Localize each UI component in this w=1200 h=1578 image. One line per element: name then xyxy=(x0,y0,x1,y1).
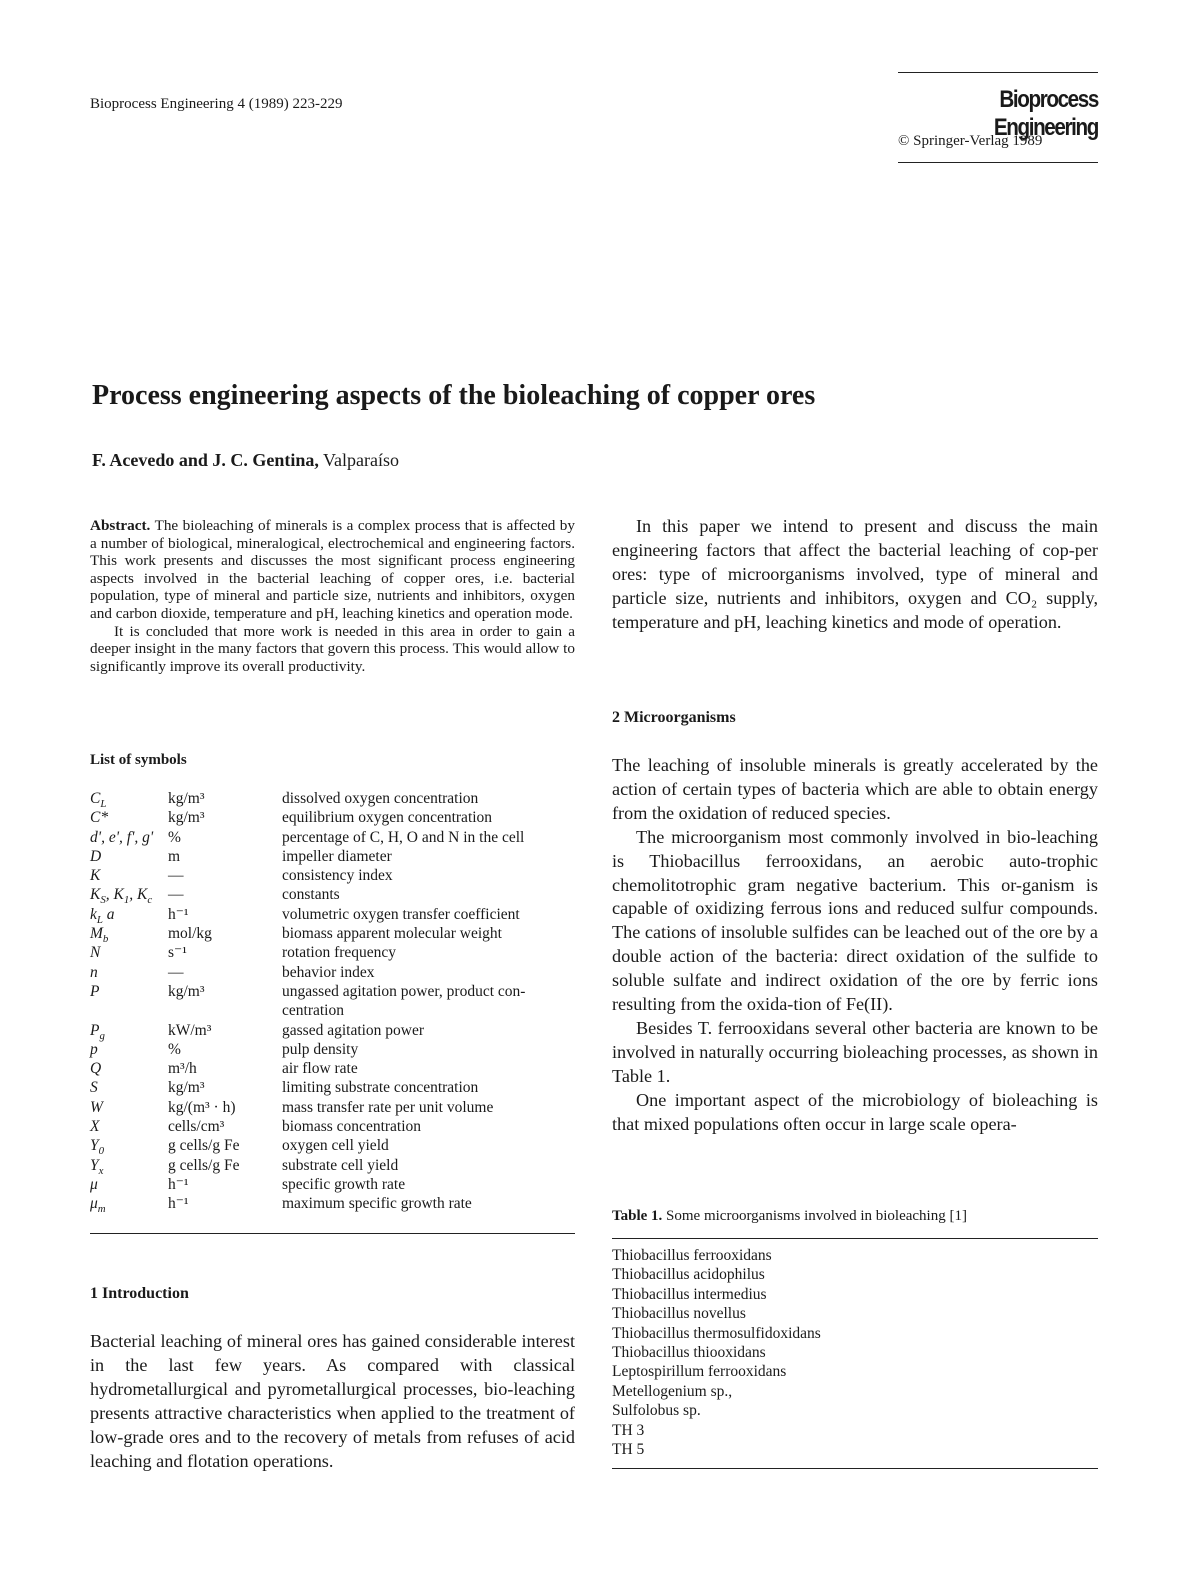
introduction-paragraph: Bacterial leaching of mineral ores has gained considerable interest in the last few years. As compared with classical hydrometallurgical and pyrometallurgical processes, bio-leaching presents attractive characteristics when applied to the treatment of low-grade ores and to the recovery of metals from refuses of acid leaching and flotation operations. xyxy=(90,1331,575,1471)
symbols-bottom-rule xyxy=(90,1233,575,1234)
symbol-description: pulp density xyxy=(282,1040,359,1058)
symbol: n xyxy=(90,963,98,981)
symbol-unit: kg/(m³ · h) xyxy=(168,1098,236,1116)
symbol-row xyxy=(90,943,580,962)
symbol-description-line: centration xyxy=(282,1002,344,1020)
symbol-unit: h⁻¹ xyxy=(168,1175,189,1193)
symbol-unit: % xyxy=(168,828,181,846)
symbol-unit: m xyxy=(168,847,181,865)
symbol: D xyxy=(90,847,102,865)
table-caption xyxy=(612,1208,967,1225)
symbol-unit: kg/m³ xyxy=(168,790,205,807)
authors-line xyxy=(92,450,399,471)
symbol-description: constants xyxy=(282,886,340,904)
symbol-row xyxy=(90,1021,580,1040)
symbol-row xyxy=(90,924,580,946)
table-bottom-rule xyxy=(612,1468,1098,1469)
table-top-rule xyxy=(612,1238,1098,1239)
symbol-row xyxy=(90,847,580,866)
symbol-row xyxy=(90,963,580,982)
symbol: $Y_0$ xyxy=(90,1137,105,1158)
symbol-unit: h⁻¹ xyxy=(168,1195,189,1213)
symbols-heading: List of symbols xyxy=(90,752,187,768)
symbol-unit: h⁻¹ xyxy=(168,905,189,923)
symbol-row xyxy=(90,1194,580,1216)
symbol-description: gassed agitation power xyxy=(282,1021,425,1039)
table-row: Metellogenium sp., xyxy=(612,1382,733,1400)
symbol-description: volumetric oxygen transfer coefficient xyxy=(282,905,520,923)
microorganisms-heading: 2 Microorganisms xyxy=(612,709,736,726)
symbol-description xyxy=(282,982,580,1021)
symbol-row xyxy=(90,789,580,811)
symbol-description: biomass apparent molecular weight xyxy=(282,925,502,943)
microorganisms-paragraph-1: The leaching of insoluble minerals is greatly accelerated by the action of certain types of bacteria which are able to obtain energy from the oxidation of reduced species. xyxy=(612,755,1098,823)
introduction-text xyxy=(90,1330,575,1473)
symbol-unit: cells/cm³ xyxy=(168,1118,225,1136)
table-row: Thiobacillus thiooxidans xyxy=(612,1344,766,1362)
symbol-description: mass transfer rate per unit volume xyxy=(282,1098,494,1116)
article-title: Process engineering aspects of the bioleaching of copper ores xyxy=(92,380,816,411)
symbol: W xyxy=(90,1098,103,1116)
symbol-description: oxygen cell yield xyxy=(282,1137,389,1155)
symbol: P xyxy=(90,982,100,1000)
brand-top-rule xyxy=(898,72,1098,73)
symbol-unit: % xyxy=(168,1040,181,1058)
table-label: Table 1. xyxy=(612,1208,663,1224)
table-row: TH 3 xyxy=(612,1421,645,1439)
microorganisms-paragraph-2: The microorganism most commonly involved in bio-leaching is Thiobacillus ferrooxidans, an aerobic auto-trophic chemolitotrophic gram negative bacterium. This or-ganism is capable of oxidizing ferrous ions and reduced sulfur compounds. The cations of insoluble sulfides can be leached out of the ore by a double action of the bacteria: direct oxidation of the sulfide to soluble sulfate and indirect oxidation of the ore by ferric ions resulting from the oxida-tion of Fe(II). xyxy=(612,826,1098,1015)
symbol-unit: g cells/g Fe xyxy=(168,1137,240,1155)
symbol-description: biomass concentration xyxy=(282,1118,422,1136)
symbol-unit: — xyxy=(168,886,184,904)
symbol-row xyxy=(90,1117,580,1136)
symbol-description-line: ungassed agitation power, product con- xyxy=(282,982,526,1000)
table-row: Leptospirillum ferrooxidans xyxy=(612,1363,787,1381)
symbol-description: dissolved oxygen concentration xyxy=(282,790,479,807)
symbol: X xyxy=(90,1118,100,1136)
journal-name: Bioprocess Engineering xyxy=(993,86,1098,141)
author-location: Valparaíso xyxy=(323,450,400,470)
symbol-row xyxy=(90,1175,580,1194)
brand-bottom-rule xyxy=(898,162,1098,163)
symbol-row xyxy=(90,982,580,1021)
symbol: N xyxy=(90,944,101,962)
symbol-unit: g cells/g Fe xyxy=(168,1156,240,1174)
symbol-description: maximum specific growth rate xyxy=(282,1195,472,1213)
abstract-paragraph xyxy=(90,517,575,623)
symbol-description: rotation frequency xyxy=(282,944,397,962)
symbol-unit: m³/h xyxy=(168,1060,197,1078)
symbol: $k_L$ a xyxy=(90,905,115,926)
symbol-row xyxy=(90,1078,580,1097)
symbol-row xyxy=(90,866,580,885)
symbol-unit: kg/m³ xyxy=(168,1079,205,1097)
symbol-description: behavior index xyxy=(282,963,375,981)
introduction-heading: 1 Introduction xyxy=(90,1285,189,1302)
table-row: Thiobacillus intermedius xyxy=(612,1285,767,1303)
symbol: d', e', f', g' xyxy=(90,828,154,846)
table-row: Thiobacillus novellus xyxy=(612,1305,746,1323)
abstract-conclusion: It is concluded that more work is needed in this area in order to gain a deeper insight in the many factors that govern this process. This would allow to significantly improve its overall productivity. xyxy=(90,622,575,675)
microorganisms-paragraph-4: One important aspect of the microbiology of bioleaching is that mixed populations often occur in large scale opera- xyxy=(612,1089,1098,1134)
author-names: F. Acevedo and J. C. Gentina, xyxy=(92,450,319,470)
symbol-unit: kW/m³ xyxy=(168,1021,212,1039)
symbol-unit: s⁻¹ xyxy=(168,944,187,962)
symbol-description: consistency index xyxy=(282,867,393,885)
table-row: Thiobacillus thermosulfidoxidans xyxy=(612,1324,821,1342)
symbol-unit: — xyxy=(168,963,184,981)
table-row: Sulfolobus sp. xyxy=(612,1402,701,1420)
symbol: Q xyxy=(90,1060,102,1078)
symbol-description: percentage of C, H, O and N in the cell xyxy=(282,828,525,846)
symbol-row xyxy=(90,885,580,907)
symbol-description: substrate cell yield xyxy=(282,1156,399,1174)
journal-citation: Bioprocess Engineering 4 (1989) 223-229 xyxy=(90,96,343,112)
table-row: Thiobacillus acidophilus xyxy=(612,1266,765,1284)
symbol-unit: kg/m³ xyxy=(168,982,205,1000)
abstract-label: Abstract. xyxy=(90,517,151,534)
symbol-description: equilibrium oxygen concentration xyxy=(282,809,493,827)
symbol-row xyxy=(90,1156,580,1175)
symbol: μ xyxy=(90,1175,98,1193)
symbol-description: air flow rate xyxy=(282,1060,358,1078)
table-body xyxy=(612,1246,821,1459)
symbol-row xyxy=(90,1098,580,1117)
table-row: Thiobacillus ferrooxidans xyxy=(612,1247,772,1264)
symbols-table xyxy=(90,789,580,1214)
symbol-row xyxy=(90,1136,580,1158)
table-caption-text: Some microorganisms involved in bioleaching [1] xyxy=(666,1208,967,1224)
symbol: C* xyxy=(90,809,109,827)
symbol-description: limiting substrate concentration xyxy=(282,1079,479,1097)
symbol-unit: — xyxy=(168,867,184,885)
symbol-row xyxy=(90,1059,580,1078)
symbol: $C_L$ xyxy=(90,790,107,811)
symbol-row xyxy=(90,808,580,827)
microorganisms-paragraph-3: Besides T. ferrooxidans several other bacteria are known to be involved in naturally occurring bioleaching processes, as shown in Table 1. xyxy=(612,1017,1098,1086)
symbol-description: specific growth rate xyxy=(282,1175,406,1193)
symbol: S xyxy=(90,1079,98,1097)
table-row: TH 5 xyxy=(612,1441,645,1459)
abstract xyxy=(90,517,575,675)
symbol-row xyxy=(90,828,580,847)
symbol-row xyxy=(90,1040,580,1059)
symbol: $M_b$ xyxy=(90,925,109,946)
copyright-notice: © Springer-Verlag 1989 xyxy=(898,133,1043,149)
symbol: p xyxy=(90,1040,98,1058)
symbol: K xyxy=(90,867,101,885)
right-intro-paragraph xyxy=(612,515,1098,635)
symbol-row xyxy=(90,905,580,924)
abstract-text: The bioleaching of minerals is a complex process that is affected by a number of biological, mineralogical, electrochemical and engineering factors. This work presents and discusses the most significant process engineering aspects involved in the bacterial leaching of copper ores, i.e. bacterial population, type of mineral and particle size, nutrients and inhibitors, oxygen and carbon dioxide, temperature and pH, leaching kinetics and operation mode. xyxy=(90,517,575,622)
symbol-description: impeller diameter xyxy=(282,847,392,865)
symbol: $P_g$ xyxy=(90,1021,105,1042)
symbol-unit: mol/kg xyxy=(168,925,212,943)
microorganisms-text xyxy=(612,754,1098,1137)
right-intro-text: In this paper we intend to present and discuss the main engineering factors that affect the bacterial leaching of cop-per ores: type of microorganisms involved, type of mineral and particle size, nutrients and inhibitors, oxygen and CO₂ supply, temperature and pH, leaching kinetics and mode of operation. xyxy=(612,516,1098,632)
symbol-unit: kg/m³ xyxy=(168,809,205,827)
symbol: $K_S$, $K_1$, $K_c$ xyxy=(90,886,153,907)
symbol: $\mu_m$ xyxy=(90,1195,106,1216)
symbol: $Y_x$ xyxy=(90,1156,104,1177)
